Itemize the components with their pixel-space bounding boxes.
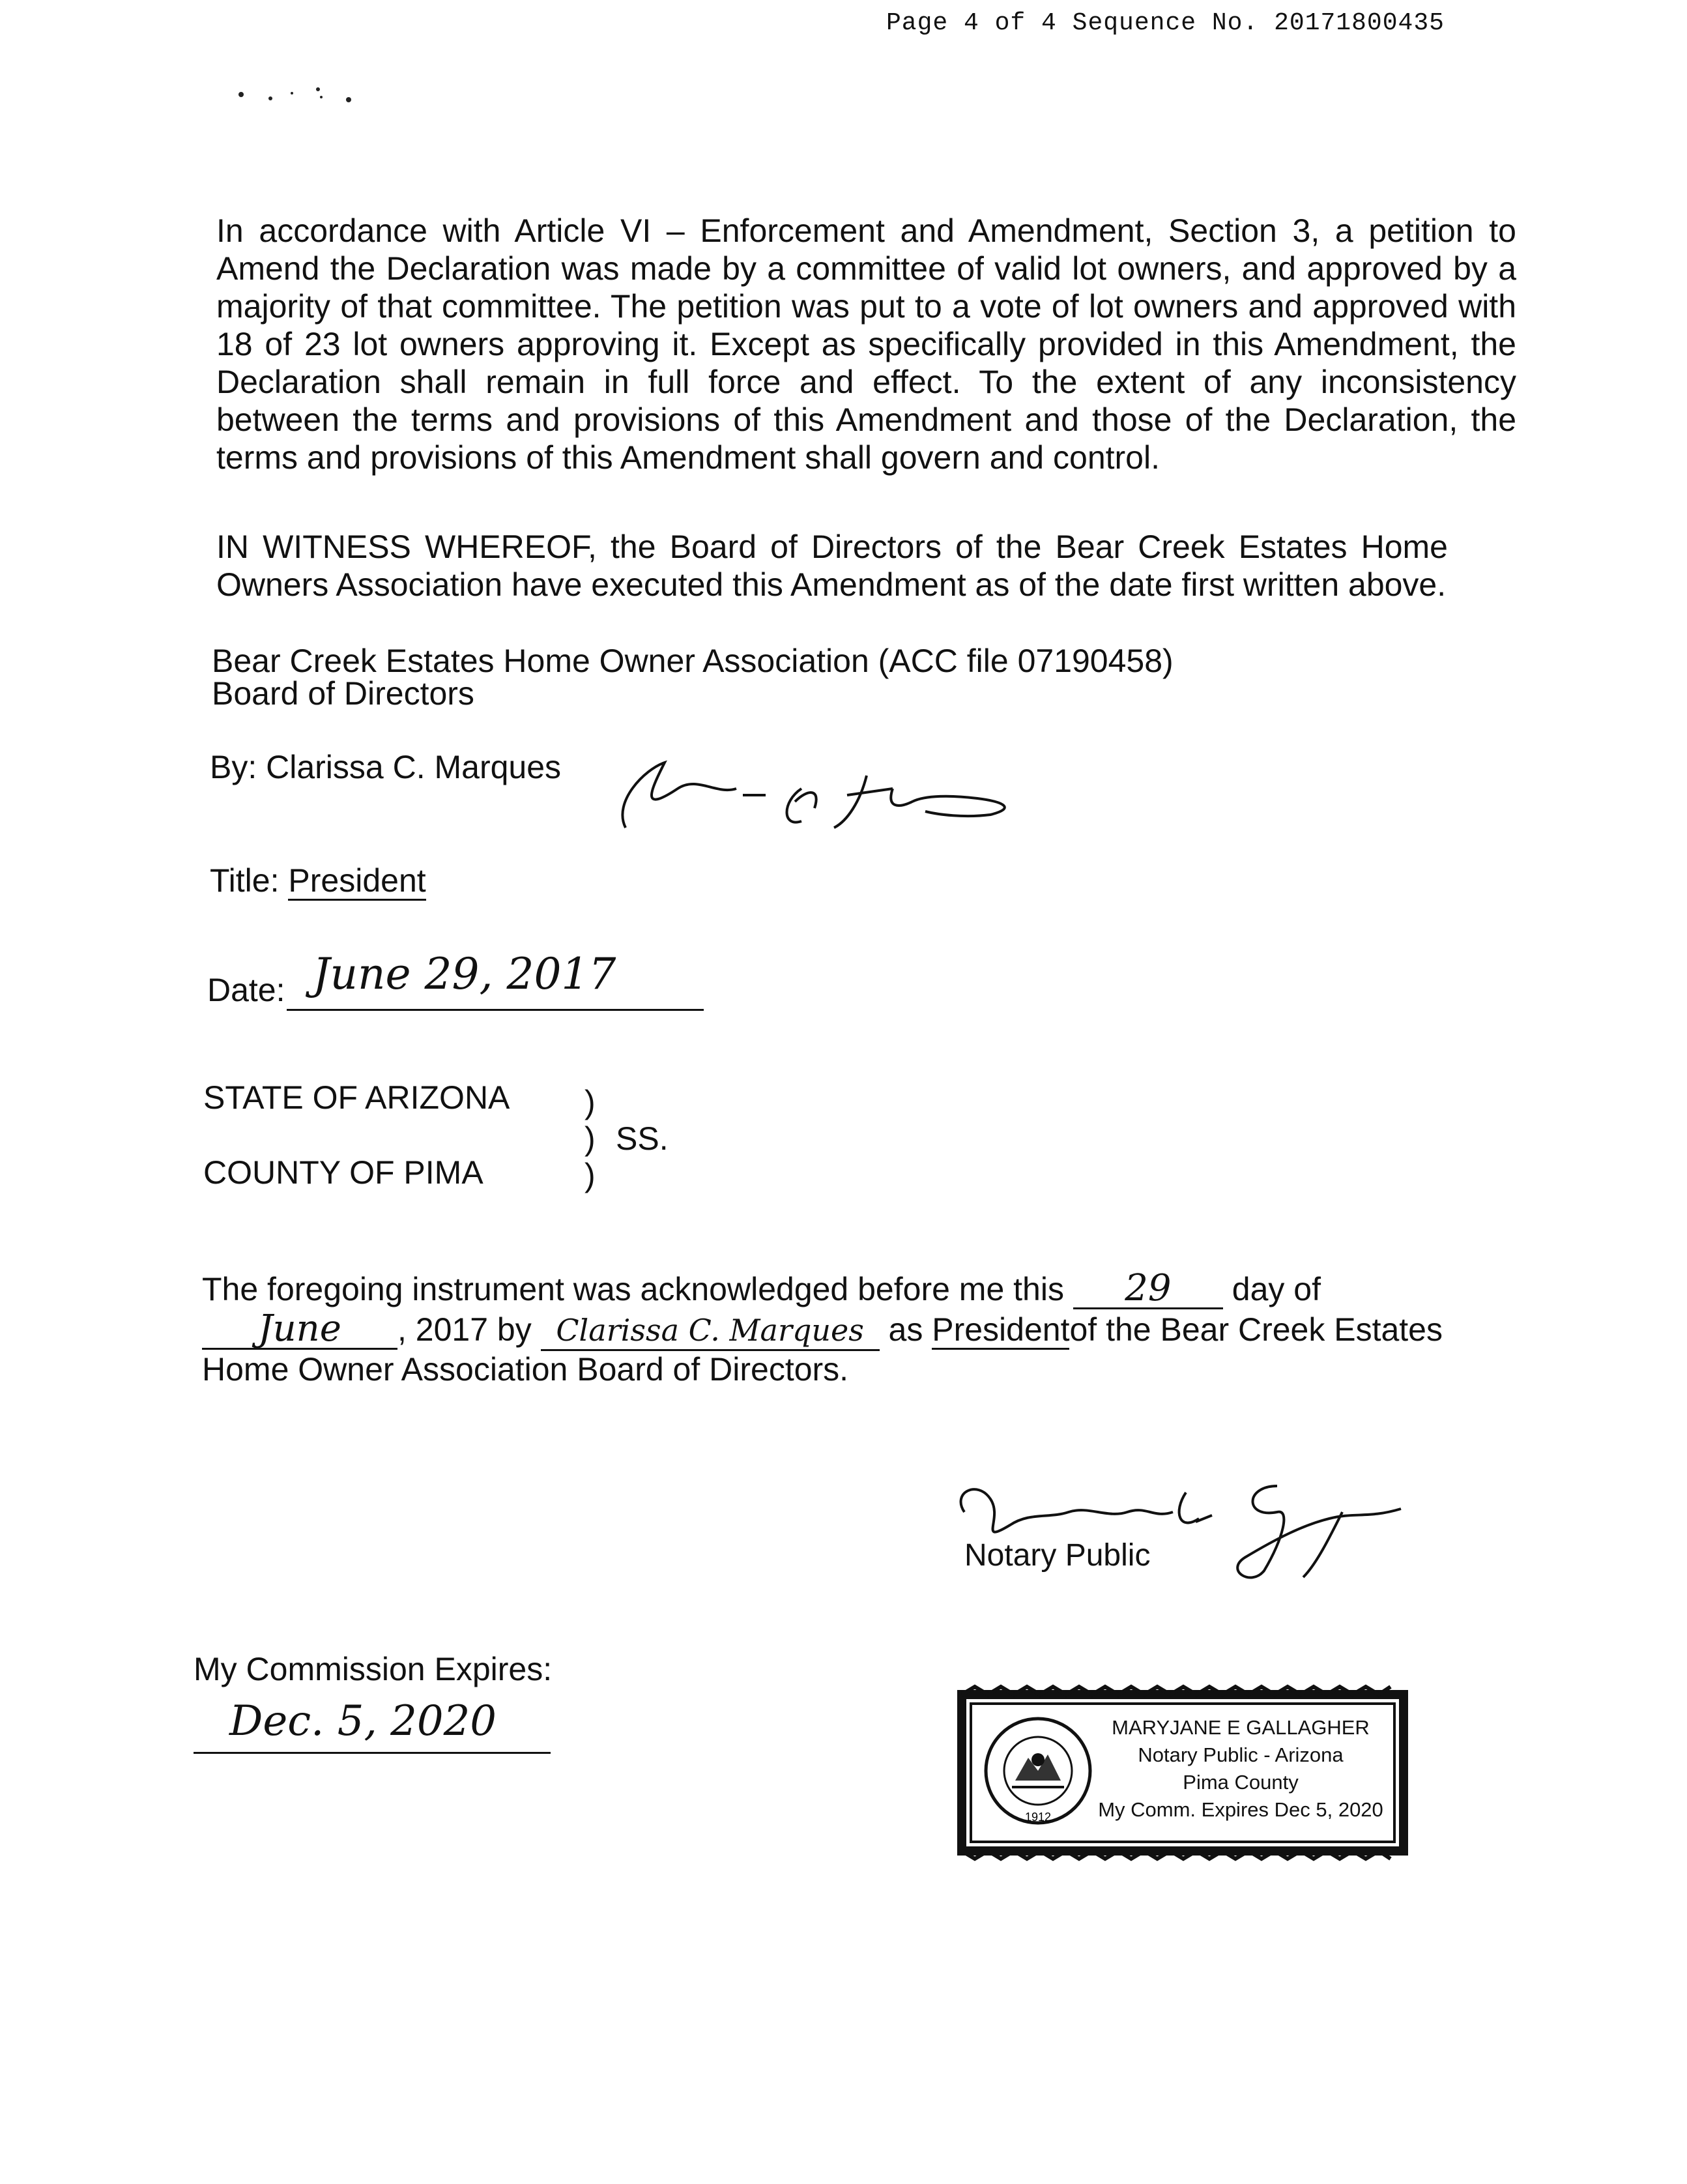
date-handwritten: June 29, 2017: [313, 949, 616, 999]
ack-text-3: , 2017 by: [397, 1311, 532, 1348]
venue-paren-1: ): [584, 1084, 596, 1120]
board-line: Board of Directors: [212, 675, 474, 712]
ack-role-value: President: [932, 1311, 1069, 1350]
title-field: [210, 862, 426, 899]
ack-day-value: 29: [1073, 1270, 1223, 1309]
page-sequence-header: Page 4 of 4 Sequence No. 20171800435: [886, 9, 1445, 37]
seal-year: 1912: [1024, 1811, 1052, 1824]
notary-public-label: Notary Public: [964, 1538, 1151, 1573]
venue-paren-3: ): [584, 1157, 596, 1193]
date-label: Date:: [207, 972, 285, 1008]
stamp-text: [1084, 1714, 1397, 1824]
stamp-line-4: My Comm. Expires Dec 5, 2020: [1098, 1798, 1383, 1821]
venue-ss: SS.: [616, 1120, 669, 1157]
scan-specks: [235, 81, 365, 114]
commission-label: My Commission Expires:: [194, 1651, 553, 1687]
ack-signer-value: Clarissa C. Marques: [541, 1311, 880, 1351]
title-label: Title:: [210, 862, 280, 899]
ack-text-5: of the Bear Creek Estates: [1069, 1311, 1443, 1348]
commission-handwritten: Dec. 5, 2020: [229, 1697, 497, 1745]
venue-paren-2: ): [584, 1120, 596, 1157]
stamp-name: MARYJANE E GALLAGHER: [1112, 1716, 1370, 1739]
stamp-line-3: Pima County: [1183, 1771, 1299, 1794]
ack-line-2: [202, 1307, 1443, 1351]
ack-text-2: day of: [1232, 1271, 1321, 1307]
ack-month-value: June: [202, 1310, 397, 1350]
state-line: STATE OF ARIZONA: [203, 1079, 510, 1116]
ack-text-1: The foregoing instrument was acknowledged before me this: [202, 1271, 1064, 1307]
notary-stamp: [957, 1683, 1409, 1863]
arizona-seal-icon: [983, 1709, 1093, 1833]
signed-by-label: By: Clarissa C. Marques: [210, 749, 562, 785]
commission-line: [194, 1695, 551, 1754]
association-line: Bear Creek Estates Home Owner Association (ACC file 07190458): [212, 643, 1174, 679]
witness-paragraph: IN WITNESS WHEREOF, the Board of Directors of the Bear Creek Estates Home Owners Association have executed this Amendment as of the date first written above.: [216, 529, 1448, 603]
ack-text-4: as: [888, 1311, 923, 1348]
county-line: COUNTY OF PIMA: [203, 1154, 483, 1191]
ack-line-3: Home Owner Association Board of Directors.: [202, 1351, 849, 1388]
ack-line-1: [202, 1267, 1321, 1309]
president-signature: [586, 750, 1043, 841]
amendment-paragraph: In accordance with Article VI – Enforcement and Amendment, Section 3, a petition to Amend the Declaration was made by a committee of valid lot owners, and approved by a majority of that committee. The petition was put to a vote of lot owners and approved with 18 of 23 lot owners approving it. Except as specifically provided in this Amendment, the Declaration shall remain in full force and effect. To the extent of any inconsistency between the terms and provisions of this Amendment and those of the Declaration, the terms and provisions of this Amendment shall govern and control.: [216, 212, 1516, 476]
stamp-line-2: Notary Public - Arizona: [1138, 1743, 1344, 1766]
date-line: [287, 944, 704, 1011]
title-value: President: [288, 862, 425, 901]
